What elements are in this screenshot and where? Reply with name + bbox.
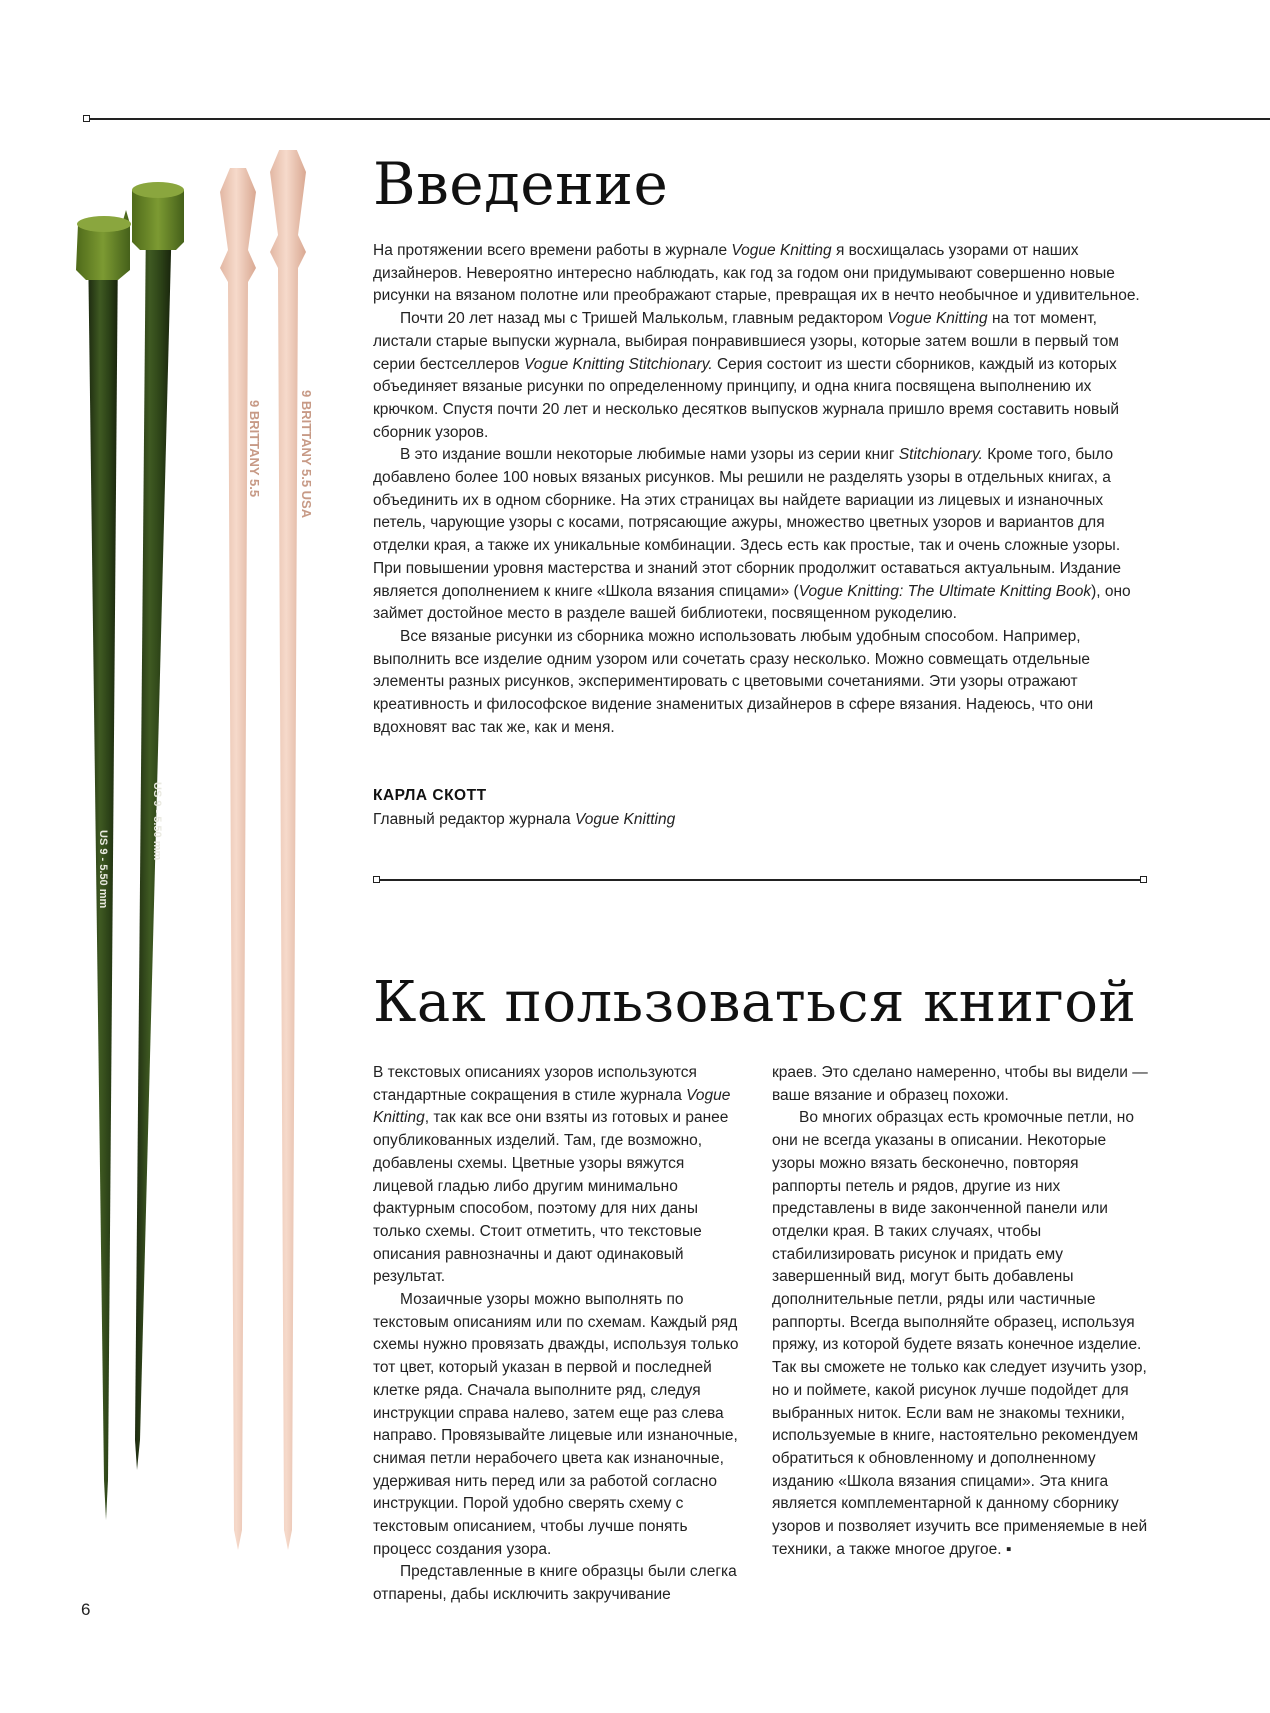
how-column-1 — [373, 1062, 748, 1607]
how-to-use-heading: Как пользоваться книгой — [373, 970, 1137, 1035]
intro-heading: Введение — [373, 150, 669, 218]
how-paragraph-2: Мозаичные узоры можно выполнять по текстовым описаниям или по схемам. Каждый ряд схемы нужно провязать дважды, используя только тот цвет, который указан в первой и последней клетке ряда. Сначала выполните ряд, следуя инструкции справа налево, затем еще раз слева направо. Провязывайте лицевые или изнаночные, снимая петли нерабочего цвета как изнаночные, удерживая нить перед или за работой согласно инструкции. Порой удобно сверять схему с текстовым описанием, чтобы лучше понять процесс создания узора. — [373, 1291, 739, 1558]
text-run: В текстовых описаниях узоров используются стандартные сокращения в стиле журнала — [373, 1064, 697, 1104]
text-run: на тот момент, листали старые выпуски журнала, выбирая понравившиеся узоры, которые затем вошли в первый том серии бестселлеров — [373, 310, 1119, 373]
text-run: Кроме того, было добавлено более 100 новых вязаных рисунков. Мы решили не разделять узоры в отдельных книгах, а объединить их в одном сборнике. На этих страницах вы найдете вариации из лицевых и изнаночных петель, чарующие узоры с косами, потрясающие ажуры, множество цветных узоров и вариантов для отделки края, а также их уникальные комбинации. Здесь есть как простые, так и очень сложные узоры. При повышении уровня мастерства и знаний этот сборник продолжит оставаться актуальным. Издание является дополнением к книге «Школа вязания спицами» ( — [373, 446, 1121, 600]
author-block — [373, 787, 1073, 829]
intro-paragraph-2 — [373, 308, 1151, 444]
pink-needle-left — [220, 168, 262, 1550]
how-column-2 — [772, 1062, 1150, 1561]
how-paragraph-3: Представленные в книге образцы были слегка отпарены, дабы исключить закручивание — [373, 1563, 737, 1604]
how-paragraph-3-continued: краев. Это сделано намеренно, чтобы вы видели — ваше вязание и образец похожи. — [772, 1064, 1148, 1104]
text-run-italic: Vogue Knitting — [574, 811, 676, 828]
text-run: В это издание вошли некоторые любимые нами узоры из серии книг — [400, 446, 899, 464]
page-number: 6 — [81, 1600, 91, 1619]
top-rule — [86, 118, 1270, 120]
text-run-italic: Vogue Knitting Stitchionary. — [523, 355, 713, 373]
text-run-italic: Vogue Knitting — [887, 310, 988, 328]
rule-cap-right — [1140, 876, 1147, 883]
intro-paragraph-4: Все вязаные рисунки из сборника можно использовать любым удобным способом. Например, выполнить все изделие одним узором или сочетать сразу несколько. Можно совмещать отдельные элементы разных рисунков, экспериментировать с цветовыми сочетаниями. Эти узоры отражают креативность и философское видение знаменитых дизайнеров в сфере вязания. Надеюсь, что они вдохновят вас так же, как и меня. — [373, 627, 1094, 736]
how-paragraph-4: Во многих образцах есть кромочные петли, но они не всегда указаны в описании. Некоторые узоры можно вязать бесконечно, повторяя раппорты петель и рядов, другие из них представлены в виде законченной панели или отделки края. В таких случаях, чтобы стабилизировать рисунок и придать ему завершенный вид, могут быть добавлены дополнительные петли, ряды или частичные раппорты. Всегда выполняйте образец, используя пряжу, из которой будете вязать конечное изделие. Так вы сможете не только как следует изучить узор, но и поймете, какой рисунок лучше подойдет для выбранных ниток. Если вам не знакомы техники, используемые в книге, настоятельно рекомендуем обратиться к обновленному и дополненному изданию «Школа вязания спицами». Эта книга является комплементарной к данному сборнику узоров и позволяет изучить все применяемые в ней техники, а также многое другое. ▪ — [772, 1109, 1148, 1558]
text-run-italic: Vogue Knitting: The Ultimate Knitting Book — [798, 582, 1092, 600]
text-run: , так как все они взяты из готовых и ранее опубликованных изделий. Там, где возможно, добавлены схемы. Цветные узоры вяжутся лицевой гладью либо другим минимально фактурным способом, поэтому для них даны только схемы. Стоит отметить, что текстовые описания равнозначны и дают одинаковый результат. — [373, 1109, 729, 1286]
text-run: я восхищалась узорами от наших дизайнеров. Невероятно интересно наблюдать, как год за годом они придумывают совершенно новые рисунки на вязаном полотне или преображают старые, превращая их в нечто необычное и удивительное. — [373, 242, 1140, 305]
green-needle-right — [132, 182, 184, 1470]
pink-needle-label-right: 9 BRITTANY 5.5 USA — [299, 390, 314, 519]
green-needle-left — [76, 210, 131, 1520]
text-run-italic: Vogue Knitting — [731, 242, 832, 259]
text-run: Серия состоит из шести сборников, каждый из которых объединяет вязаные рисунки по определенному принципу, и одна книга посвящена выполнению их крючком. Спустя почти 20 лет и несколько десятков выпусков журнала пришло время составить новый сборник узоров. — [373, 355, 1119, 441]
green-needle-label-left: US 9 - 5.50 mm — [97, 830, 109, 909]
text-run-italic: Stitchionary. — [898, 446, 983, 464]
green-needle-label-right: US 9 - 5.50 mm — [151, 782, 163, 861]
knitting-needles-photo — [60, 150, 360, 1550]
text-run: На протяжении всего времени работы в журнале — [373, 242, 732, 259]
rule-cap-left — [373, 876, 380, 883]
text-run: Почти 20 лет назад мы с Тришей Малькольм, главным редактором — [400, 310, 888, 328]
rule-cap — [83, 115, 90, 122]
text-run: ), оно займет достойное место в разделе вашей библиотеки, посвященном рукоделию. — [373, 582, 1131, 623]
intro-body — [373, 240, 1151, 739]
pink-needle-label-left: 9 BRITTANY 5.5 — [247, 400, 262, 498]
section-divider — [376, 879, 1144, 881]
how-paragraph-1 — [373, 1062, 748, 1289]
author-role — [373, 811, 1073, 829]
intro-paragraph-3 — [373, 444, 1151, 626]
intro-paragraph-1 — [373, 240, 1151, 308]
text-run-italic: Vogue Knitting — [373, 1086, 731, 1127]
pink-needle-right — [270, 150, 314, 1550]
text-run: Главный редактор журнала — [373, 811, 575, 828]
author-name: КАРЛА СКОТТ — [373, 787, 487, 804]
